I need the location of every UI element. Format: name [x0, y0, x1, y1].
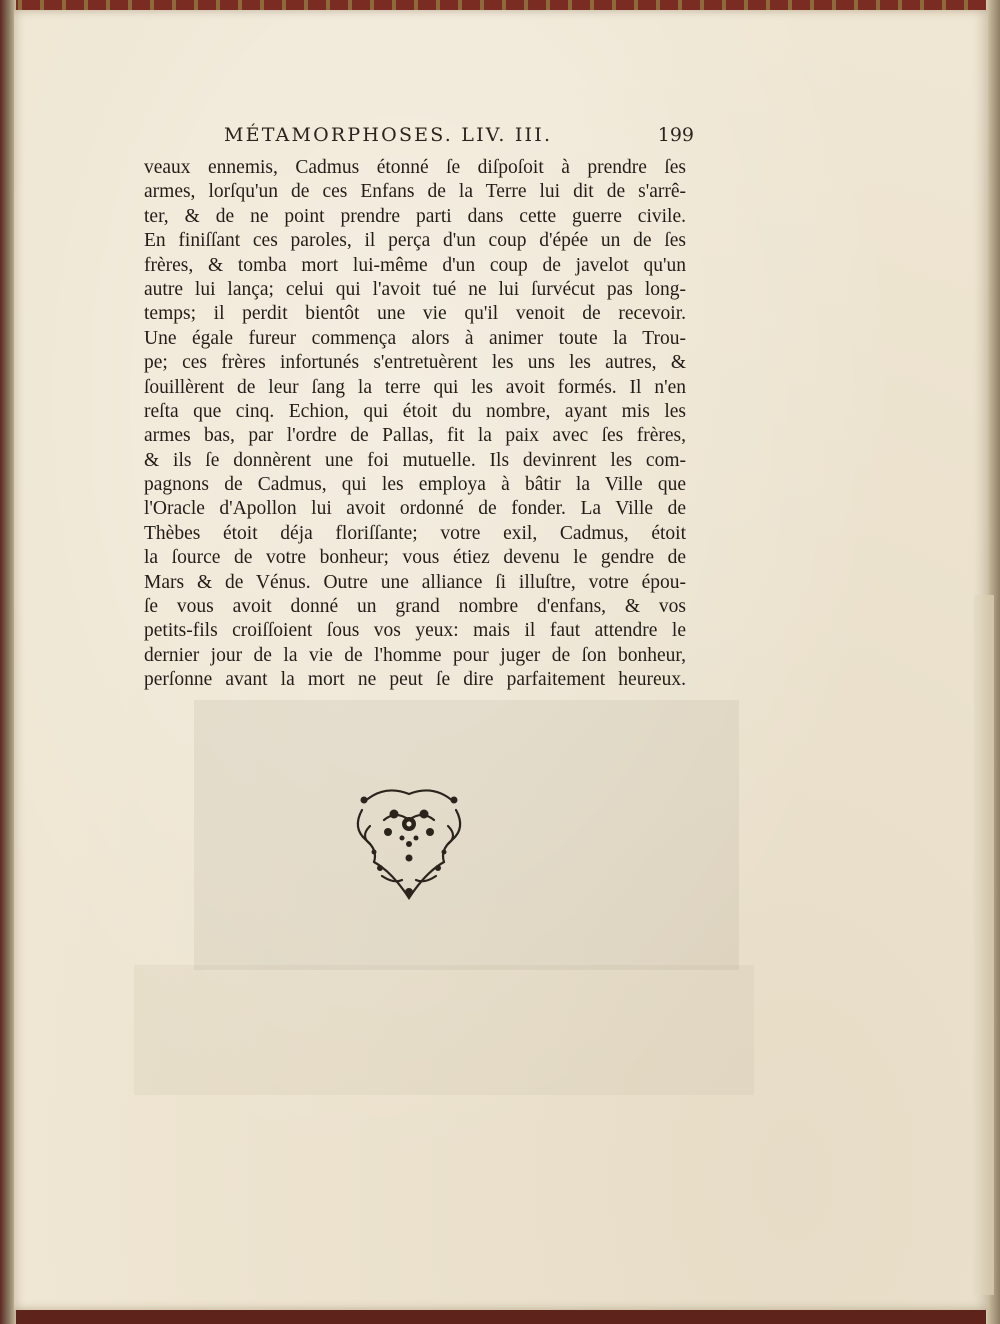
text-line: dernier jour de la vie de l'homme pour juger de ſon bonheur,: [144, 644, 686, 666]
text-line: frères, & tomba mort lui-même d'un coup de javelot qu'un: [144, 254, 686, 276]
text-line: armes bas, par l'ordre de Pallas, fit la paix avec ſes frères,: [144, 425, 686, 447]
text-line: ſe vous avoit donné un grand nombre d'enfans, & vos: [144, 596, 686, 618]
fleuron-ornament-icon: [344, 780, 474, 905]
show-through-shadow-lower: [134, 965, 754, 1095]
text-line: ſouillèrent de leur ſang la terre qui les avoit formés. Il n'en: [144, 376, 686, 398]
page-number: 199: [657, 124, 694, 146]
text-line: Mars & de Vénus. Outre une alliance ſi illuſtre, votre épou-: [144, 571, 686, 593]
book-page: [14, 10, 988, 1310]
text-line: reſta que cinq. Echion, qui étoit du nombre, ayant mis les: [144, 400, 686, 422]
text-line: En finiſſant ces paroles, il perça d'un coup d'épée un de ſes: [144, 230, 686, 252]
text-line: perſonne avant la mort ne peut ſe dire parfaitement heureux.: [144, 669, 686, 691]
text-line: l'Oracle d'Apollon lui avoit ordonné de fonder. La Ville de: [144, 498, 686, 520]
running-head: [224, 124, 694, 150]
body-text: [144, 156, 686, 693]
text-line: autre lui lança; celui qui l'avoit tué ne lui ſurvécut pas long-: [144, 278, 686, 300]
text-line: Une égale fureur commença alors à animer toute la Trou-: [144, 327, 686, 349]
page-edge-tab: [974, 595, 994, 1295]
text-line: pagnons de Cadmus, qui les employa à bâtir la Ville que: [144, 474, 686, 496]
text-line: veaux ennemis, Cadmus étonné ſe diſpoſoit à prendre ſes: [144, 157, 686, 178]
text-line: petits-fils croiſſoient ſous vos yeux: mais il faut attendre le: [144, 620, 686, 642]
text-line: temps; il perdit bientôt une vie qu'il venoit de recevoir.: [144, 303, 686, 325]
running-head-title: MÉTAMORPHOSES. LIV. III.: [224, 124, 553, 146]
text-line: pe; ces frères infortunés s'entretuèrent les uns les autres, &: [144, 352, 686, 374]
text-line: ter, & de ne point prendre parti dans cette guerre civile.: [144, 205, 686, 227]
text-line: armes, lorſqu'un de ces Enfans de la Terre lui dit de s'arrê-: [144, 181, 686, 203]
text-line: la ſource de votre bonheur; vous étiez devenu le gendre de: [144, 547, 686, 569]
text-line: Thèbes étoit déja floriſſante; votre exil, Cadmus, étoit: [144, 522, 686, 544]
text-line: & ils ſe donnèrent une foi mutuelle. Ils devinrent les com-: [144, 449, 686, 471]
